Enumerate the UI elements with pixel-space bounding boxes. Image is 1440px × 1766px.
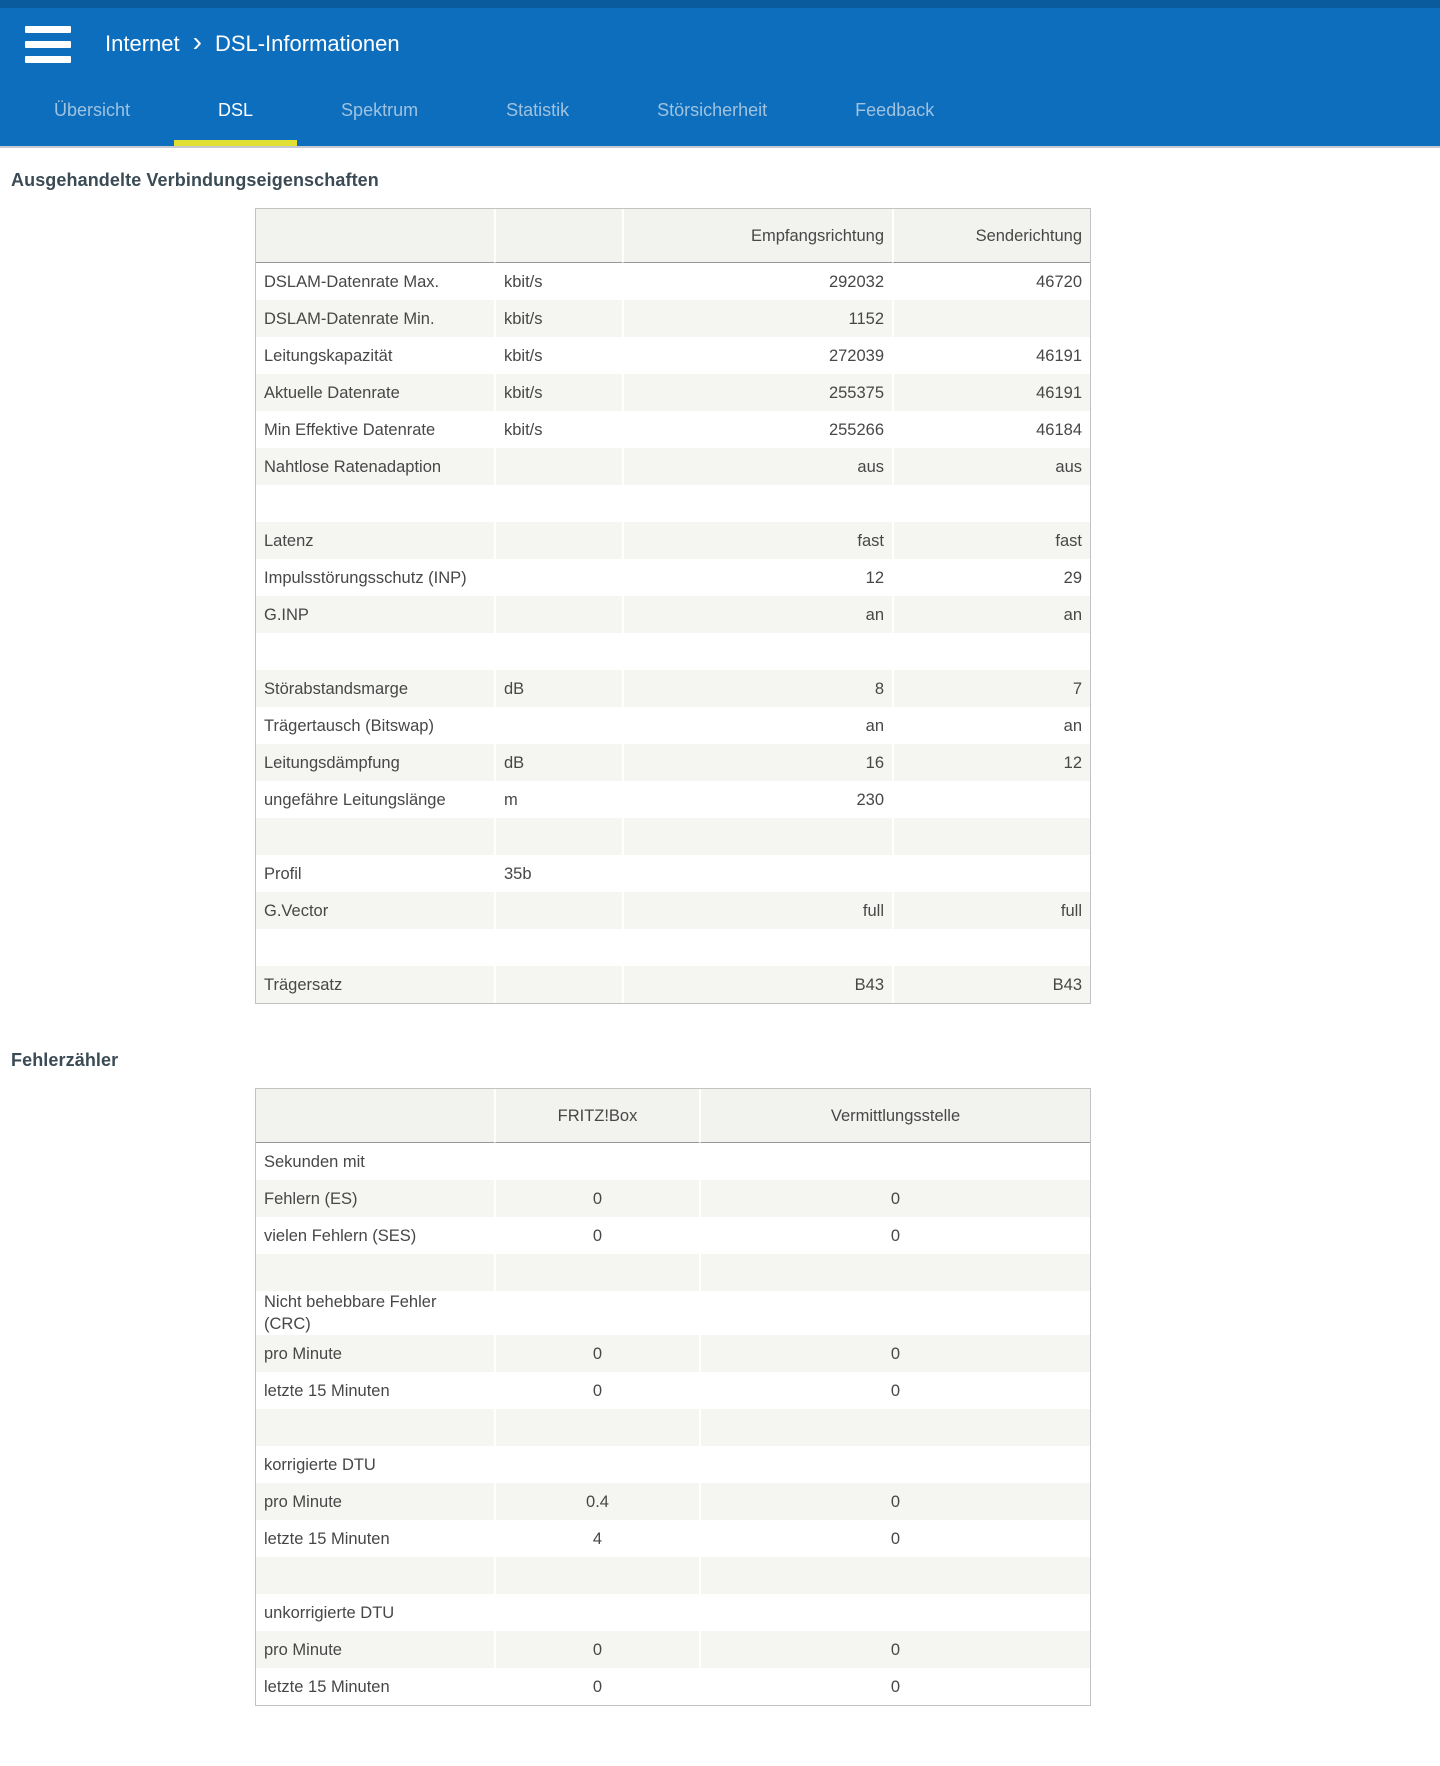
value-cell: kbit/s: [494, 300, 622, 337]
row-label: Trägersatz: [256, 966, 494, 1003]
value-cell: 0: [494, 1372, 699, 1409]
row-label: letzte 15 Minuten: [264, 1677, 390, 1696]
verbindungseigenschaften-table: [255, 208, 1091, 1004]
table-row: [256, 1594, 1090, 1631]
table-header-row: [256, 209, 1090, 263]
value-cell: 8: [622, 670, 892, 707]
value-cell: [699, 1409, 1090, 1446]
row-label: Leitungsdämpfung: [256, 744, 494, 781]
table-row: [256, 892, 1090, 929]
table-row: [256, 1520, 1090, 1557]
table-row: [256, 522, 1090, 559]
value-cell: aus: [892, 448, 1090, 485]
row-label: Sekunden mit: [264, 1152, 365, 1171]
row-label: vielen Fehlern (SES): [264, 1226, 417, 1245]
table-row: [256, 1372, 1090, 1409]
value-cell: [622, 485, 892, 522]
table-row: [256, 596, 1090, 633]
table-row: [256, 411, 1090, 448]
row-label: Störabstandsmarge: [256, 670, 494, 707]
spacer-row: [256, 1409, 1090, 1446]
tab-statistik[interactable]: Statistik: [506, 99, 570, 120]
value-cell: [494, 1594, 699, 1631]
column-header: [256, 1089, 494, 1143]
row-label: DSLAM-Datenrate Max.: [264, 272, 440, 291]
tab-spektrum[interactable]: Spektrum: [341, 99, 419, 120]
value-cell: 0: [494, 1335, 699, 1372]
chevron-right-icon: ›: [192, 26, 202, 57]
value-cell: 0.4: [494, 1483, 699, 1520]
spacer-row: [256, 1254, 1090, 1291]
value-cell: [892, 929, 1090, 966]
value-cell: dB: [494, 670, 622, 707]
value-cell: 255375: [622, 374, 892, 411]
row-label: G.Vector: [256, 892, 494, 929]
column-header: Senderichtung: [892, 209, 1090, 263]
row-label: Nicht behebbare Fehler (CRC): [264, 1293, 437, 1333]
value-cell: [494, 1557, 699, 1594]
value-cell: 0: [699, 1668, 1090, 1705]
table-row: [256, 1668, 1090, 1705]
tab-dsl[interactable]: DSL: [174, 80, 297, 146]
row-label: Min Effektive Datenrate: [264, 420, 436, 439]
value-cell: 0: [494, 1180, 699, 1217]
row-label: ungefähre Leitungslänge: [264, 790, 446, 809]
value-cell: B43: [622, 966, 892, 1003]
row-label: [256, 818, 494, 855]
value-cell: [892, 818, 1090, 855]
table-row: [256, 448, 1090, 485]
value-cell: [622, 818, 892, 855]
tab-storsicherheit[interactable]: Störsicherheit: [657, 99, 768, 120]
row-label: korrigierte DTU: [264, 1455, 376, 1474]
value-cell: [892, 855, 1090, 892]
row-label: Fehlern (ES): [256, 1180, 494, 1217]
section-fehlerzaehler: [0, 1050, 1440, 1706]
row-label: [256, 633, 494, 670]
row-label: [256, 1409, 494, 1446]
value-cell: [494, 1291, 699, 1335]
value-cell: [699, 1446, 1090, 1483]
value-cell: 46720: [892, 263, 1090, 300]
table-row: [256, 781, 1090, 818]
value-cell: 7: [892, 670, 1090, 707]
section-title-fehlerzaehler: Fehlerzähler: [11, 1050, 119, 1070]
value-cell: 35b: [494, 855, 622, 892]
row-label: Impulsstörungsschutz (INP): [264, 568, 467, 587]
table-row: [256, 1180, 1090, 1217]
table-row: [256, 670, 1090, 707]
table-row: [256, 263, 1090, 300]
row-label: unkorrigierte DTU: [264, 1603, 395, 1622]
value-cell: [699, 1291, 1090, 1335]
value-cell: [699, 1594, 1090, 1631]
table-row: [256, 1335, 1090, 1372]
table-row: [256, 559, 1090, 596]
spacer-row: [256, 1557, 1090, 1594]
tab-ubersicht[interactable]: Übersicht: [54, 99, 131, 120]
value-cell: [699, 1143, 1090, 1180]
table-row: [256, 337, 1090, 374]
value-cell: 0: [494, 1631, 699, 1668]
value-cell: fast: [892, 522, 1090, 559]
value-cell: [494, 966, 622, 1003]
value-cell: kbit/s: [494, 337, 622, 374]
value-cell: [494, 707, 622, 744]
menu-bar: [25, 41, 71, 48]
value-cell: kbit/s: [494, 411, 622, 448]
column-header: Empfangsrichtung: [622, 209, 892, 263]
value-cell: 1152: [622, 300, 892, 337]
table-row: [256, 1483, 1090, 1520]
table-row: [256, 1217, 1090, 1254]
menu-icon[interactable]: [25, 26, 71, 63]
value-cell: 0: [699, 1217, 1090, 1254]
row-label: Aktuelle Datenrate: [256, 374, 494, 411]
table-row: [256, 1631, 1090, 1668]
spacer-row: [256, 818, 1090, 855]
value-cell: full: [892, 892, 1090, 929]
value-cell: 272039: [622, 337, 892, 374]
row-label: [256, 1254, 494, 1291]
value-cell: 0: [494, 1668, 699, 1705]
breadcrumb-section[interactable]: Internet: [105, 31, 180, 56]
breadcrumb: [105, 28, 400, 60]
value-cell: 12: [622, 559, 892, 596]
value-cell: [699, 1254, 1090, 1291]
fehlerzaehler-table: [255, 1088, 1091, 1706]
value-cell: 46191: [892, 337, 1090, 374]
table-row: [256, 966, 1090, 1003]
table-row: [256, 300, 1090, 337]
table-row: [256, 855, 1090, 892]
value-cell: [494, 522, 622, 559]
value-cell: 230: [622, 781, 892, 818]
value-cell: an: [892, 596, 1090, 633]
value-cell: m: [494, 781, 622, 818]
value-cell: 4: [494, 1520, 699, 1557]
window-top-strip: [0, 0, 1440, 8]
table-row: [256, 1143, 1090, 1180]
row-label: Profil: [264, 864, 302, 883]
value-cell: [494, 1409, 699, 1446]
value-cell: [494, 1254, 699, 1291]
value-cell: [494, 596, 622, 633]
value-cell: 16: [622, 744, 892, 781]
value-cell: 0: [494, 1217, 699, 1254]
value-cell: an: [622, 596, 892, 633]
value-cell: an: [892, 707, 1090, 744]
row-label: Latenz: [256, 522, 494, 559]
column-header: [256, 209, 494, 263]
header-main: [0, 8, 1440, 80]
section-title-verbindungseigenschaften: Ausgehandelte Verbindungseigenschaften: [11, 170, 379, 190]
table-row: [256, 707, 1090, 744]
menu-bar: [25, 56, 71, 63]
value-cell: [892, 485, 1090, 522]
value-cell: 0: [699, 1631, 1090, 1668]
page-content: [0, 170, 1440, 1706]
row-label: Nahtlose Ratenadaption: [256, 448, 494, 485]
column-header: [494, 209, 622, 263]
value-cell: 46191: [892, 374, 1090, 411]
value-cell: B43: [892, 966, 1090, 1003]
value-cell: kbit/s: [494, 263, 622, 300]
value-cell: [622, 929, 892, 966]
section-verbindungseigenschaften: [0, 170, 1440, 1004]
value-cell: 0: [699, 1335, 1090, 1372]
spacer-row: [256, 633, 1090, 670]
row-label: Leitungskapazität: [264, 346, 393, 365]
row-label: letzte 15 Minuten: [264, 1381, 390, 1400]
row-label: pro Minute: [256, 1483, 494, 1520]
row-label: [256, 485, 494, 522]
value-cell: [622, 855, 892, 892]
table-row: [256, 744, 1090, 781]
value-cell: 0: [699, 1372, 1090, 1409]
table-header-row: [256, 1089, 1090, 1143]
row-label: [256, 1557, 494, 1594]
value-cell: [494, 929, 622, 966]
table-row: [256, 1446, 1090, 1483]
app-header: [0, 0, 1440, 148]
value-cell: 0: [699, 1483, 1090, 1520]
value-cell: [892, 300, 1090, 337]
tab-feedback[interactable]: Feedback: [855, 99, 935, 120]
value-cell: 0: [699, 1520, 1090, 1557]
column-header: Vermittlungsstelle: [699, 1089, 1090, 1143]
row-label: Trägertausch (Bitswap): [264, 716, 434, 735]
value-cell: [494, 892, 622, 929]
row-label: [256, 929, 494, 966]
value-cell: 46184: [892, 411, 1090, 448]
value-cell: [892, 633, 1090, 670]
value-cell: aus: [622, 448, 892, 485]
value-cell: [494, 448, 622, 485]
value-cell: [494, 485, 622, 522]
spacer-row: [256, 929, 1090, 966]
breadcrumb-page: DSL-Informationen: [214, 31, 400, 56]
value-cell: [622, 633, 892, 670]
row-label: letzte 15 Minuten: [264, 1529, 390, 1548]
value-cell: [494, 633, 622, 670]
value-cell: [494, 559, 622, 596]
table-row: [256, 374, 1090, 411]
value-cell: [892, 781, 1090, 818]
value-cell: 0: [699, 1180, 1090, 1217]
value-cell: 29: [892, 559, 1090, 596]
spacer-row: [256, 485, 1090, 522]
value-cell: 255266: [622, 411, 892, 448]
table-row: [256, 1291, 1090, 1335]
value-cell: [699, 1557, 1090, 1594]
row-label: pro Minute: [256, 1631, 494, 1668]
column-header: FRITZ!Box: [494, 1089, 699, 1143]
row-label: pro Minute: [256, 1335, 494, 1372]
value-cell: [494, 1143, 699, 1180]
tab-bar: [0, 80, 1440, 146]
row-label: DSLAM-Datenrate Min.: [256, 300, 494, 337]
row-label: G.INP: [256, 596, 494, 633]
value-cell: full: [622, 892, 892, 929]
value-cell: dB: [494, 744, 622, 781]
value-cell: [494, 818, 622, 855]
value-cell: kbit/s: [494, 374, 622, 411]
value-cell: an: [622, 707, 892, 744]
value-cell: 12: [892, 744, 1090, 781]
menu-bar: [25, 26, 71, 33]
value-cell: [494, 1446, 699, 1483]
value-cell: fast: [622, 522, 892, 559]
value-cell: 292032: [622, 263, 892, 300]
